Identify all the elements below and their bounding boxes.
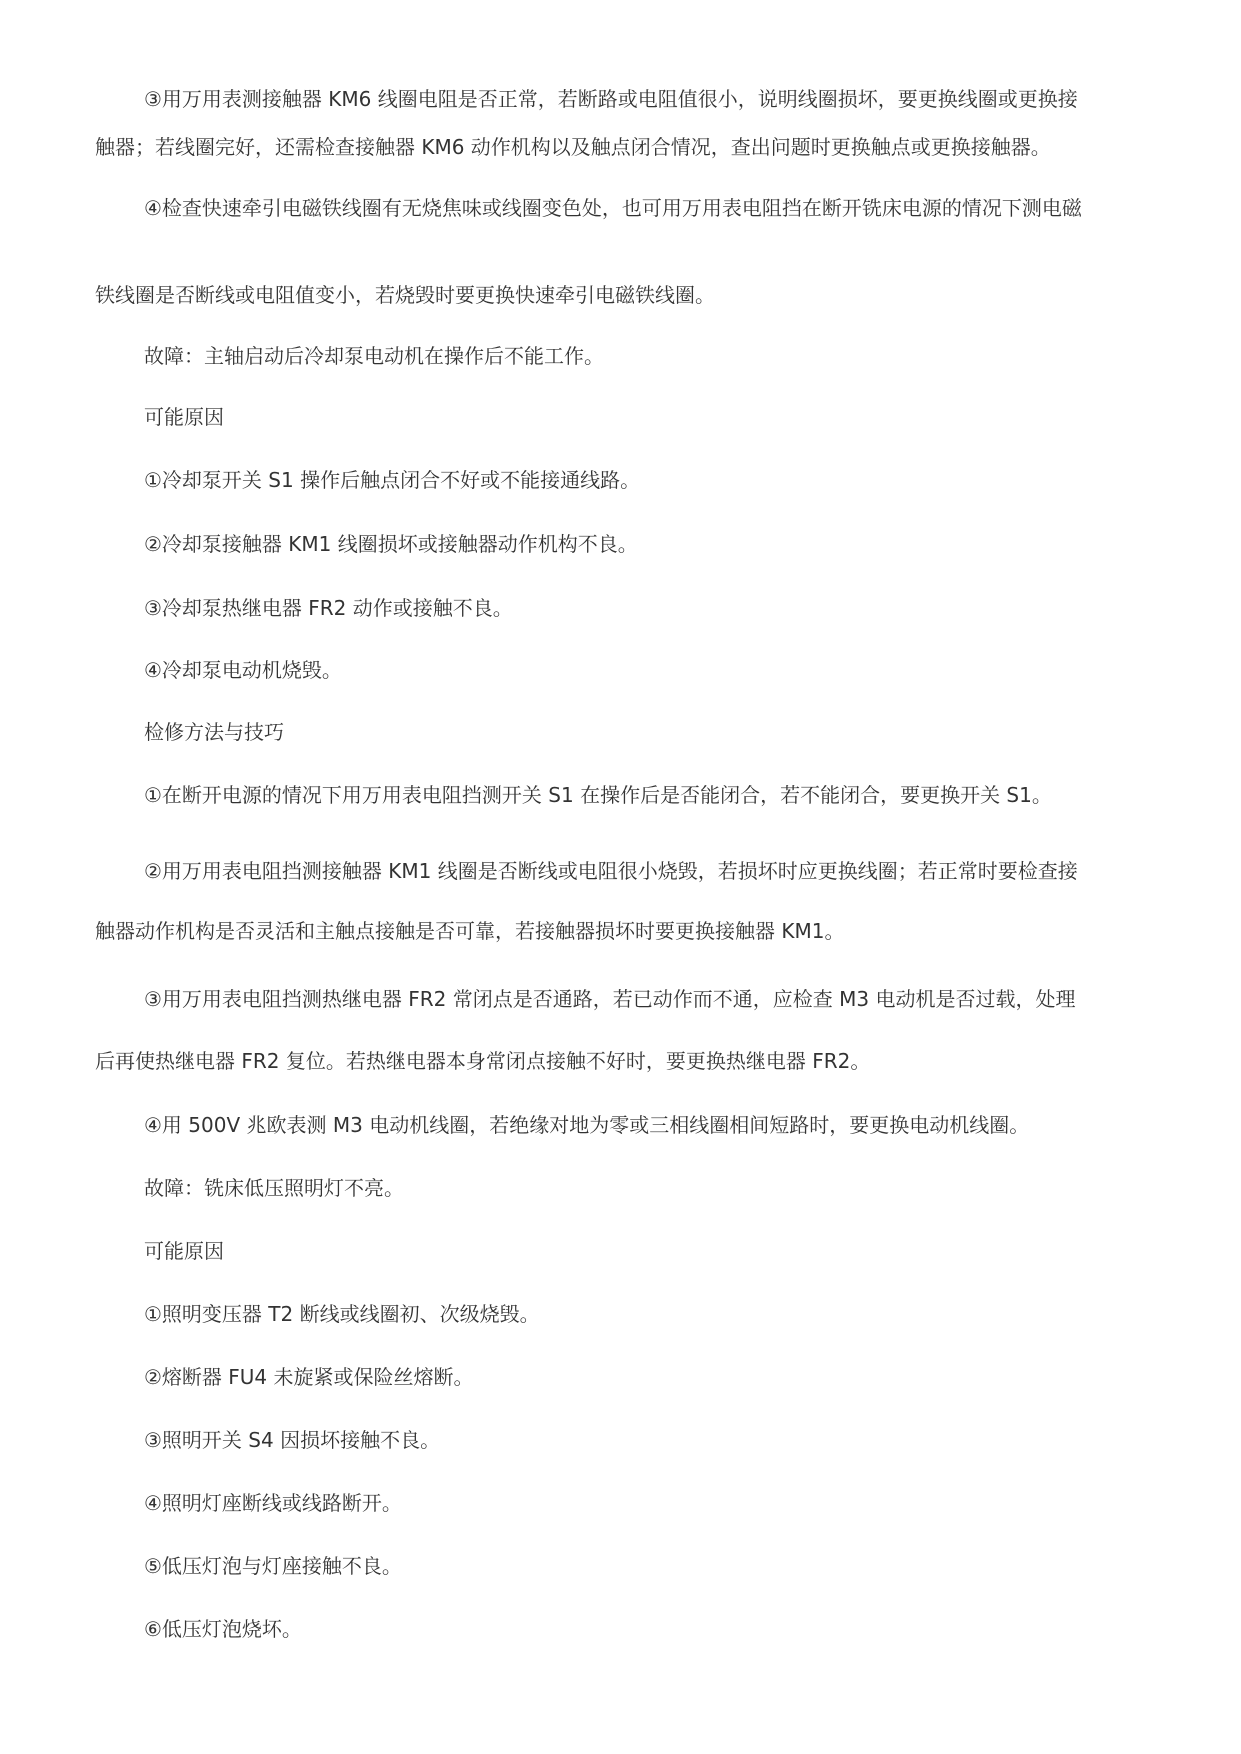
list-item: ③用万用表电阻挡测热继电器 FR2 常闭点是否通路，若已动作而不通，应检查 M3 电动机是否过载，处理: [144, 987, 1076, 1011]
list-item: ③冷却泵热继电器 FR2 动作或接触不良。: [144, 596, 513, 620]
section-heading: 可能原因: [144, 1239, 224, 1263]
list-item: ⑤低压灯泡与灯座接触不良。: [144, 1554, 402, 1578]
list-item: ①冷却泵开关 S1 操作后触点闭合不好或不能接通线路。: [144, 468, 641, 492]
list-item: ①在断开电源的情况下用万用表电阻挡测开关 S1 在操作后是否能闭合，若不能闭合，要更换开关 S1。: [144, 783, 1052, 807]
paragraph-line: 触器；若线圈完好，还需检查接触器 KM6 动作机构以及触点闭合情况，查出问题时更换触点或更换接触器。: [95, 135, 1051, 159]
list-item: ④冷却泵电动机烧毁。: [144, 658, 342, 682]
section-heading: 检修方法与技巧: [144, 720, 284, 744]
paragraph-line: ④检查快速牵引电磁铁线圈有无烧焦味或线圈变色处，也可用万用表电阻挡在断开铣床电源的情况下测电磁: [144, 196, 1082, 220]
paragraph-line: 触器动作机构是否灵活和主触点接触是否可靠，若接触器损坏时要更换接触器 KM1。: [95, 919, 845, 943]
list-item: ⑥低压灯泡烧坏。: [144, 1617, 302, 1641]
paragraph-line: 铁线圈是否断线或电阻值变小，若烧毁时要更换快速牵引电磁铁线圈。: [95, 283, 715, 307]
section-heading: 故障：铣床低压照明灯不亮。: [144, 1176, 404, 1200]
list-item: ②熔断器 FU4 未旋紧或保险丝熔断。: [144, 1365, 474, 1389]
list-item: ①照明变压器 T2 断线或线圈初、次级烧毁。: [144, 1302, 540, 1326]
section-heading: 可能原因: [144, 405, 224, 429]
section-heading: 故障：主轴启动后冷却泵电动机在操作后不能工作。: [144, 344, 604, 368]
list-item: ④照明灯座断线或线路断开。: [144, 1491, 402, 1515]
list-item: ③照明开关 S4 因损坏接触不良。: [144, 1428, 441, 1452]
list-item: ②冷却泵接触器 KM1 线圈损坏或接触器动作机构不良。: [144, 532, 638, 556]
list-item: ②用万用表电阻挡测接触器 KM1 线圈是否断线或电阻很小烧毁，若损坏时应更换线圈；若正常时要检查接: [144, 859, 1078, 883]
paragraph-line: ③用万用表测接触器 KM6 线圈电阻是否正常，若断路或电阻值很小，说明线圈损坏，要更换线圈或更换接: [144, 87, 1078, 111]
list-item: ④用 500V 兆欧表测 M3 电动机线圈，若绝缘对地为零或三相线圈相间短路时，要更换电动机线圈。: [144, 1113, 1030, 1137]
paragraph-line: 后再使热继电器 FR2 复位。若热继电器本身常闭点接触不好时，要更换热继电器 FR2。: [95, 1049, 871, 1073]
